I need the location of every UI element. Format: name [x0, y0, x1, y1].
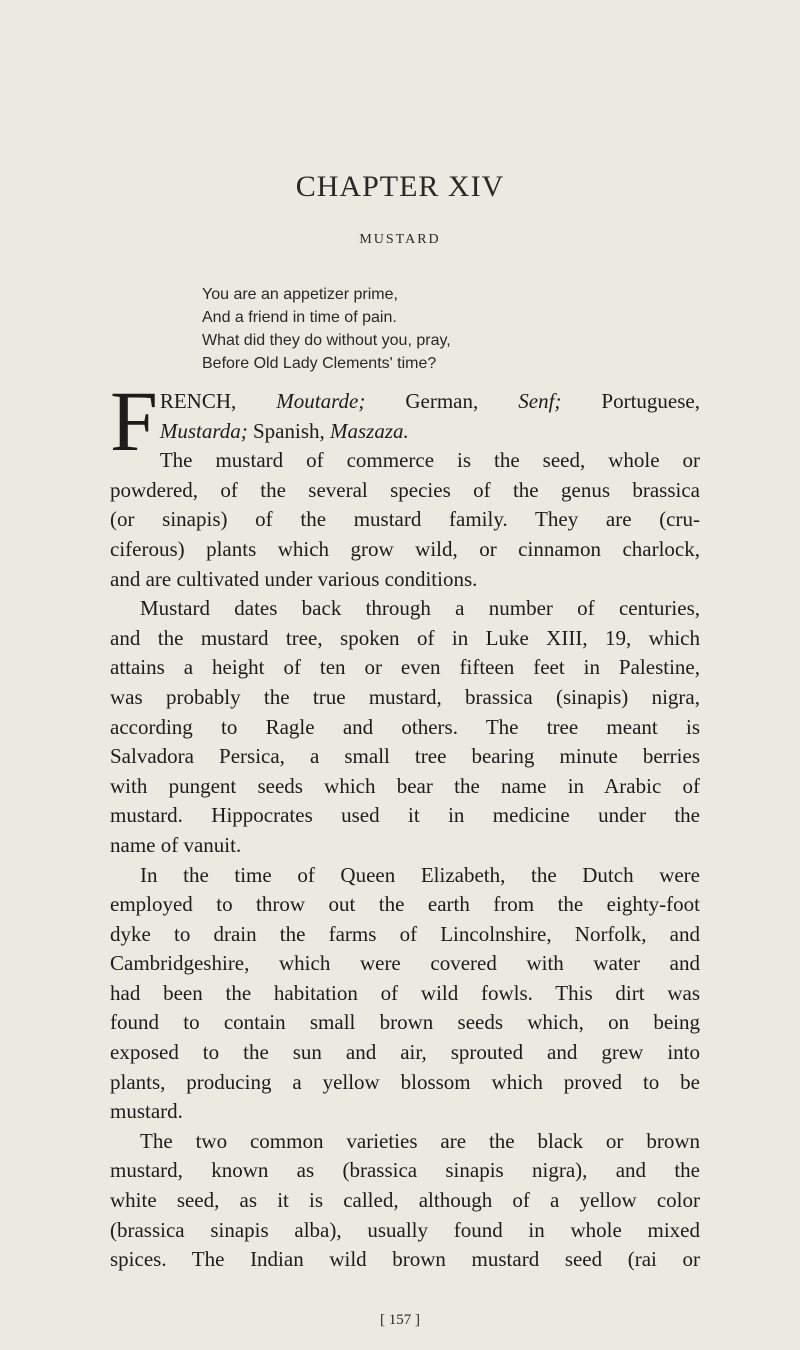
text-span: Portuguese, [561, 389, 700, 413]
text-line: powdered, of the several species of the genus brassica [110, 477, 700, 502]
text-span: RENCH, [159, 389, 277, 413]
body-text [110, 373, 700, 1275]
foreign-term: Maszaza. [330, 418, 409, 443]
text-line: spices. The Indian wild brown mustard seed (rai or [110, 1247, 700, 1272]
chapter-title: CHAPTER XIV [295, 170, 505, 203]
text-line: ciferous) plants which grow wild, or cinnamon charlock, [110, 536, 700, 561]
verse-line: You are an appetizer prime, [202, 286, 398, 303]
text-line: name of vanuit. [110, 832, 242, 857]
verse-line: What did they do without you, pray, [202, 332, 451, 349]
text-line: attains a height of ten or even fifteen feet in Palestine, [110, 655, 700, 680]
text-line: In the time of Queen Elizabeth, the Dutch were [140, 862, 700, 887]
text-line: (or sinapis) of the mustard family. They are (cru- [110, 507, 700, 532]
text-line: (brassica sinapis alba), usually found in whole mixed [110, 1217, 700, 1242]
text-span: German, [365, 389, 519, 413]
verse-line: Before Old Lady Clements' time? [202, 355, 437, 372]
text-line: white seed, as it is called, although of a yellow color [110, 1188, 700, 1213]
text-line: found to contain small brown seeds which, on being [110, 1010, 700, 1035]
text-line: had been the habitation of wild fowls. This dirt was [110, 980, 700, 1005]
text-line [110, 387, 700, 417]
text-line: and the mustard tree, spoken of in Luke XIII, 19, which [110, 625, 700, 650]
foreign-term: Senf; [518, 389, 562, 413]
text-line: The mustard of commerce is the seed, whole or [159, 448, 700, 473]
text-line: The two common varieties are the black or brown [140, 1128, 700, 1153]
drop-cap: F [110, 373, 158, 469]
text-line: with pungent seeds which bear the name in Arabic of [110, 773, 700, 798]
text-line: employed to throw out the earth from the eighty-foot [110, 892, 700, 917]
text-line: mustard. Hippocrates used it in medicine under the [110, 803, 700, 828]
section-title: MUSTARD [359, 232, 441, 247]
text-line: plants, producing a yellow blossom which proved to be [110, 1069, 700, 1094]
text-line: dyke to drain the farms of Lincolnshire, Norfolk, and [110, 921, 700, 946]
text-line: Salvadora Persica, a small tree bearing minute berries [110, 744, 700, 769]
foreign-term: Mustarda; [159, 418, 248, 443]
text-line: Cambridgeshire, which were covered with water and [110, 951, 700, 976]
text-line: was probably the true mustard, brassica (sinapis) nigra, [110, 684, 700, 709]
text-line: and are cultivated under various conditions. [110, 566, 478, 591]
epigraph-verse [202, 283, 662, 375]
verse-line: And a friend in time of pain. [202, 309, 397, 326]
text-line: mustard, known as (brassica sinapis nigra), and the [110, 1158, 700, 1183]
text-span: Spanish, [247, 418, 330, 443]
foreign-term: Moutarde; [276, 389, 366, 413]
text-line: according to Ragle and others. The tree meant is [110, 714, 700, 739]
text-line [110, 417, 700, 447]
text-line: exposed to the sun and air, sprouted and grew into [110, 1040, 700, 1065]
page-number: [ 157 ] [380, 1312, 420, 1328]
text-line: mustard. [110, 1099, 183, 1124]
text-line: Mustard dates back through a number of centuries, [140, 596, 700, 621]
